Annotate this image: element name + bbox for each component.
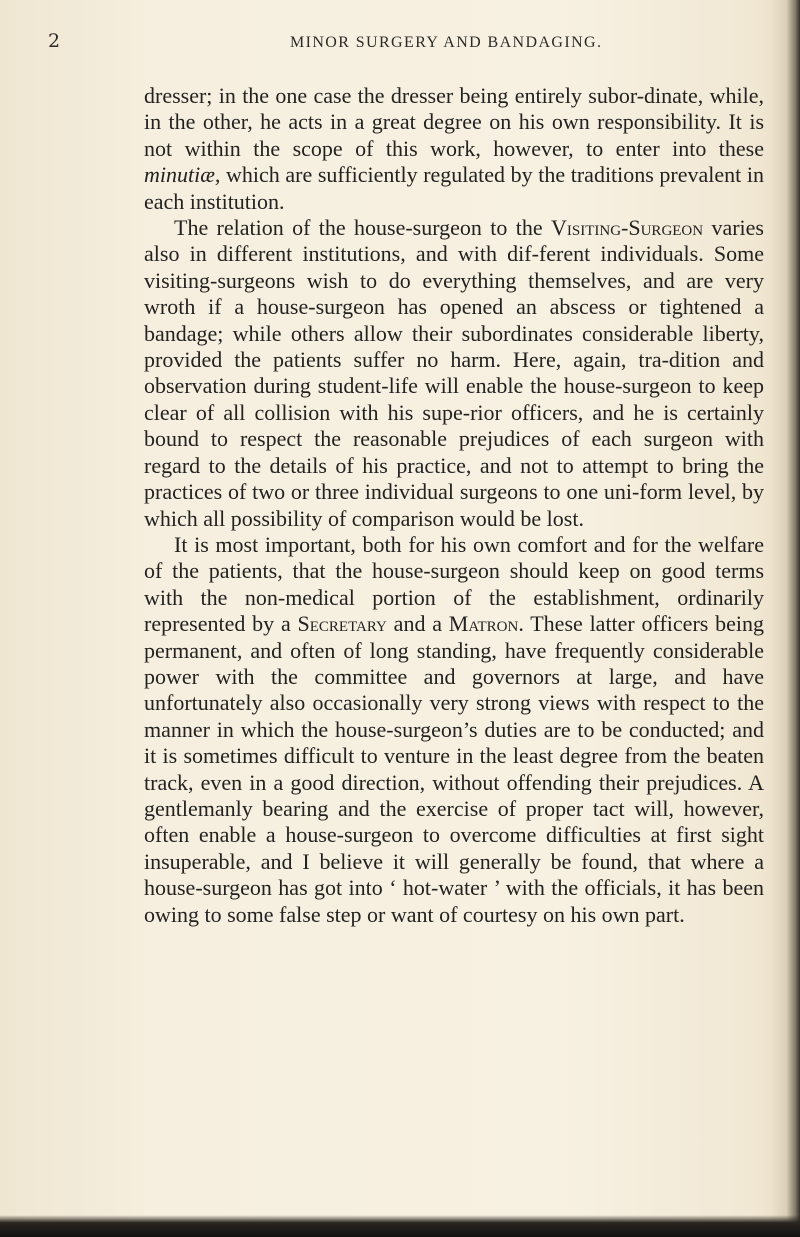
small-caps-term: Secretary <box>297 611 387 637</box>
page-number: 2 <box>48 30 61 52</box>
page-edge-shadow <box>770 0 800 1237</box>
paragraph-2-rest: varies also in different institutions, and with dif-ferent individuals. Some visiting-surgeons wish to do everything themselves, and are very wroth if a house-surgeon has opened an abscess or tightened a bandage; while others allow their subordinates considerable liberty, provided the patients suffer no harm. Here, again, tra-dition and observation during student-life will enable the house-surgeon to keep clear of all collision with his supe-rior officers, and he is certainly bound to respect the reasonable prejudices of each surgeon with regard to the details of his practice, and not to attempt to bring the practices of two or three individual surgeons to one uni-form level, by which all possibility of comparison would be lost. <box>144 215 764 531</box>
paragraph-2-start: The relation of the house-surgeon to the <box>174 215 551 241</box>
paragraph-3-mid: and a <box>386 611 449 637</box>
paragraph-3-rest: These latter officers being permanent, and often of long standing, have frequently considerable power with the committee and governors at large, and have unfortunately also occasionally very strong views with respect to the manner in which the house-surgeon’s duties are to be conducted; and it is sometimes difficult to venture in the least degree from the beaten track, even in a good direction, without offending their prejudices. A gentlemanly bearing and the exercise of proper tact will, however, often enable a house-surgeon to overcome difficulties at first sight insuperable, and I believe it will generally be found, that where a house-surgeon has got into ‘ hot-water ’ with the officials, it has been owing to some false step or want of courtesy on his own part. <box>144 611 764 927</box>
paragraph-3 <box>144 532 764 928</box>
paragraph-3-start: It is most important, both for his own comfort and for the welfare of the patients, that the house-surgeon should keep on good terms with the non-medical portion of the establishment, ordinarily represented by a <box>144 531 764 637</box>
italic-term: minutiæ, <box>144 162 221 188</box>
paragraph-1-end: which are sufficiently regulated by the traditions prevalent in each institution. <box>144 162 764 214</box>
page-bottom-edge <box>0 1215 800 1237</box>
body-text <box>144 83 764 928</box>
paragraph-2 <box>144 215 764 532</box>
small-caps-term: Visiting-Surgeon <box>551 215 704 241</box>
small-caps-term: Matron. <box>448 611 524 637</box>
paragraph-1 <box>144 83 764 215</box>
paragraph-1-text: dresser; in the one case the dresser being entirely subor-dinate, while, in the other, he acts in a great degree on his own responsibility. It is not within the scope of this work, however, to enter into these <box>144 83 764 161</box>
running-head: MINOR SURGERY AND BANDAGING. <box>290 34 603 51</box>
